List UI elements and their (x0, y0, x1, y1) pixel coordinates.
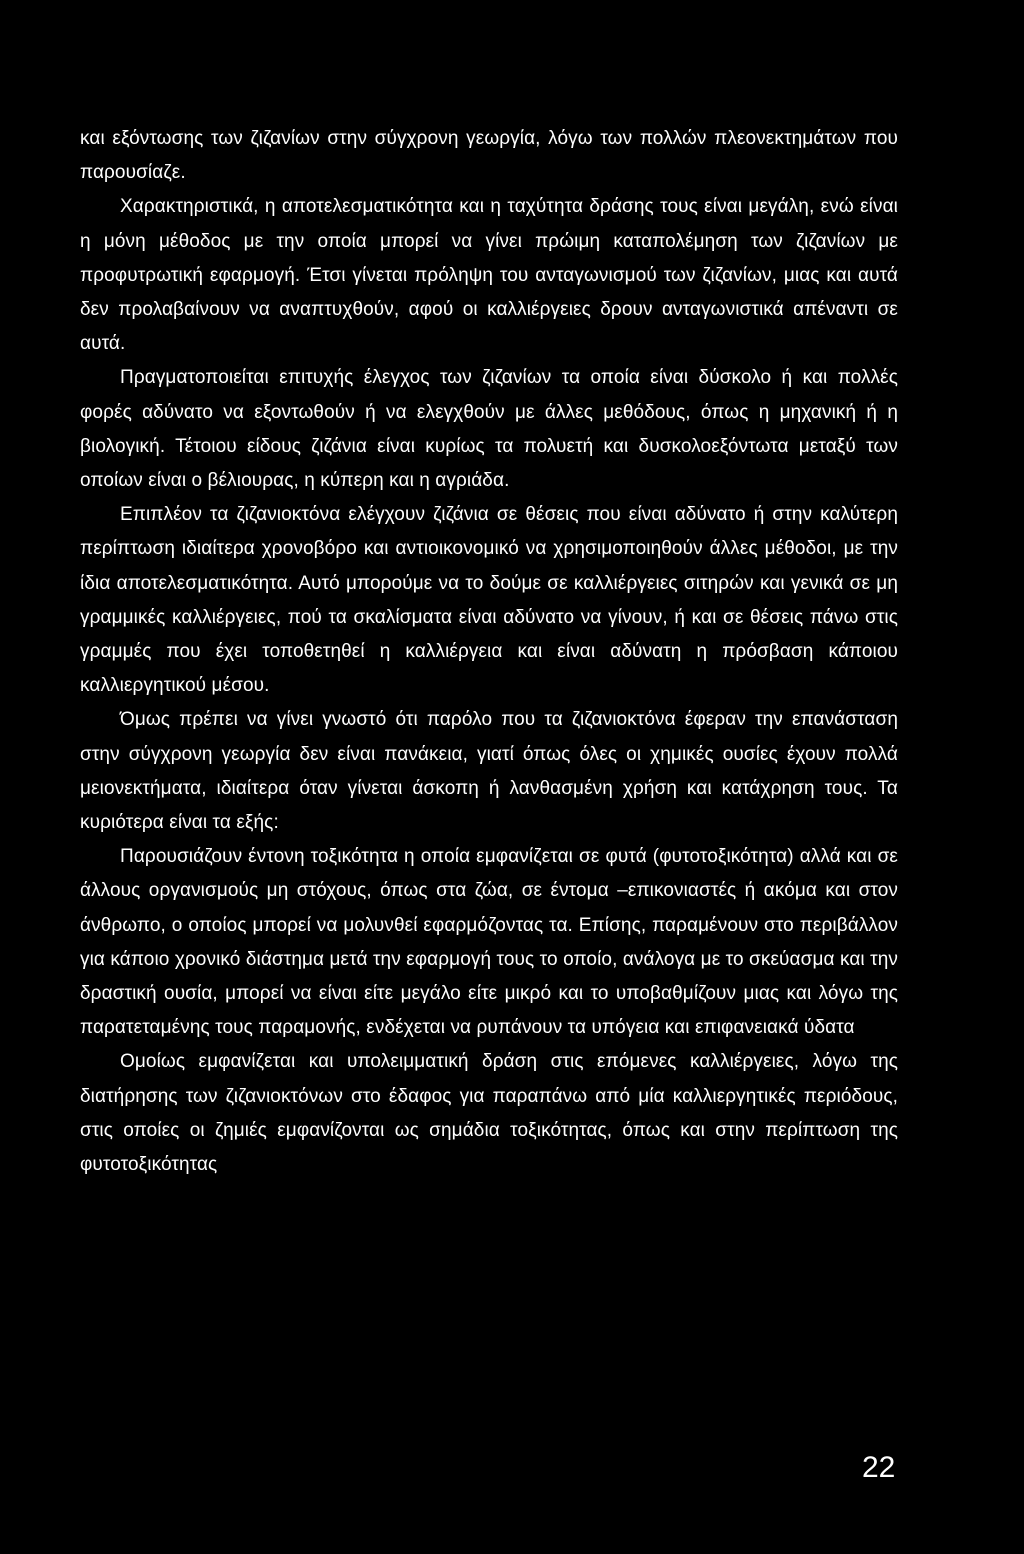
paragraph: Επιπλέον τα ζιζανιοκτόνα ελέγχουν ζιζάνια σε θέσεις που είναι αδύνατο ή στην καλύτερη περίπτωση ιδιαίτερα χρονοβόρο και αντιοικονομικό να χρησιμοποιηθούν άλλες μέθοδοι, με την ίδια αποτελεσματικότητα. Αυτό μπορούμε να το δούμε σε καλλιέργειες σιτηρών και γενικά σε μη γραμμικές καλλιέργειες, πού τα σκαλίσματα είναι αδύνατο να γίνουν, ή και σε θέσεις πάνω στις γραμμές που έχει τοποθετηθεί η καλλιέργεια και είναι αδύνατη η πρόσβαση κάποιου καλλιεργητικού μέσου. (80, 504, 898, 697)
paragraph: και εξόντωσης των ζιζανίων στην σύγχρονη γεωργία, λόγω των πολλών πλεονεκτημάτων που παρουσίαζε. (80, 128, 898, 184)
paragraph: Όμως πρέπει να γίνει γνωστό ότι παρόλο που τα ζιζανιοκτόνα έφεραν την επανάσταση στην σύγχρονη γεωργία δεν είναι πανάκεια, γιατί όπως όλες οι χημικές ουσίες έχουν πολλά μειονεκτήματα, ιδιαίτερα όταν γίνεται άσκοπη ή λανθασμένη χρήση και κατάχρηση τους. Τα κυριότερα είναι τα εξής: (80, 709, 898, 834)
paragraph: Χαρακτηριστικά, η αποτελεσματικότητα και η ταχύτητα δράσης τους είναι μεγάλη, ενώ είναι η μόνη μέθοδος με την οποία μπορεί να γίνει πρώιμη καταπολέμηση των ζιζανίων με προφυτρωτική εφαρμογή. Έτσι γίνεται πρόληψη του ανταγωνισμού των ζιζανίων, μιας και αυτά δεν προλαβαίνουν να αναπτυχθούν, αφού οι καλλιέργειες δρουν ανταγωνιστικά απέναντι σε αυτά. (80, 196, 898, 355)
document-body (80, 122, 898, 1182)
paragraph: Πραγματοποιείται επιτυχής έλεγχος των ζιζανίων τα οποία είναι δύσκολο ή και πολλές φορές αδύνατο να εξοντωθούν ή να ελεγχθούν με άλλες μεθόδους, όπως η μηχανική ή η βιολογική. Τέτοιου είδους ζιζάνια είναι κυρίως τα πολυετή και δυσκολοεξόντωτα μεταξύ των οποίων είναι ο βέλιουρας, η κύπερη και η αγριάδα. (80, 367, 898, 492)
page-number: 22 (862, 1451, 896, 1484)
paragraph: Παρουσιάζουν έντονη τοξικότητα η οποία εμφανίζεται σε φυτά (φυτοτοξικότητα) αλλά και σε άλλους οργανισμούς μη στόχους, όπως στα ζώα, σε έντομα –επικονιαστές ή ακόμα και στον άνθρωπο, ο οποίος μπορεί να μολυνθεί εφαρμόζοντας τα. Επίσης, παραμένουν στο περιβάλλον για κάποιο χρονικό διάστημα μετά την εφαρμογή τους το οποίο, ανάλογα με το σκεύασμα και την δραστική ουσία, μπορεί να είναι είτε μεγάλο είτε μικρό και το υποβαθμίζουν μιας και λόγω της παρατεταμένης τους παραμονής, ενδέχεται να ρυπάνουν τα υπόγεια και επιφανειακά ύδατα (80, 846, 898, 1039)
paragraph: Ομοίως εμφανίζεται και υπολειμματική δράση στις επόμενες καλλιέργειες, λόγω της διατήρησης των ζιζανιοκτόνων στο έδαφος για παραπάνω από μία καλλιεργητικές περιόδους, στις οποίες οι ζημιές εμφανίζονται ως σημάδια τοξικότητας, όπως και στην περίπτωση της φυτοτοξικότητας (80, 1051, 898, 1176)
